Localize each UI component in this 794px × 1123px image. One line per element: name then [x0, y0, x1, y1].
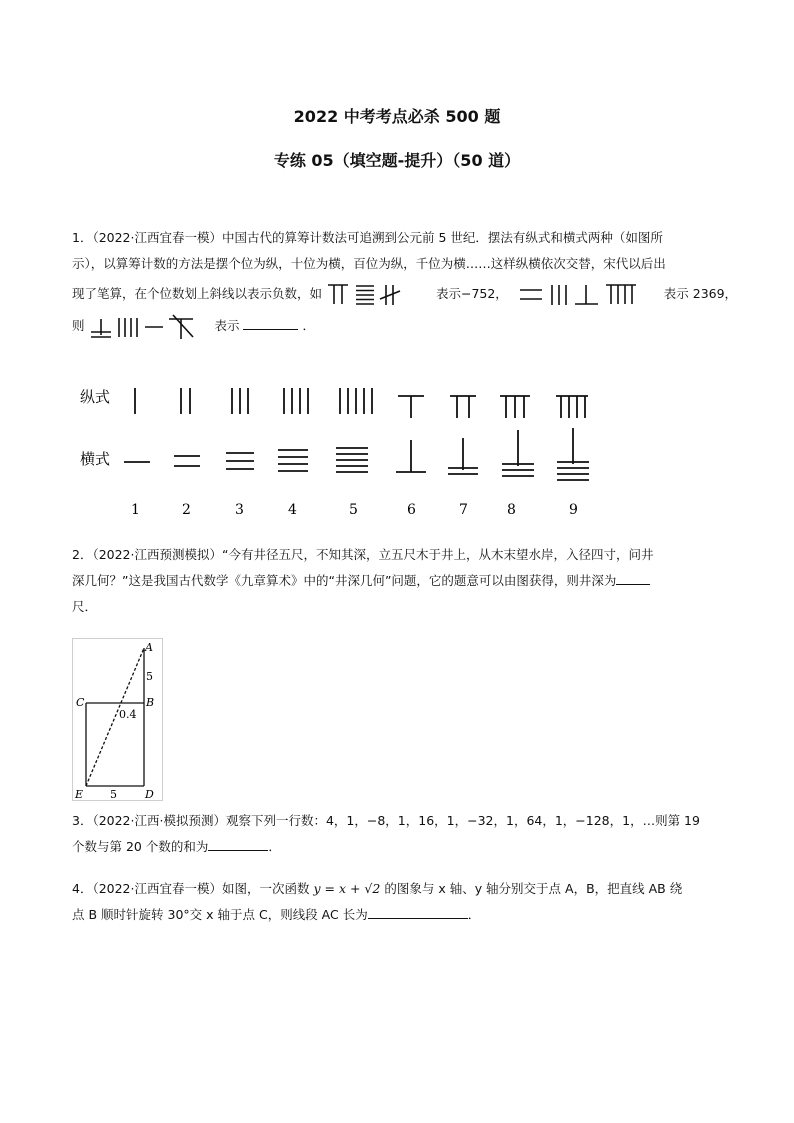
horizontal-rods	[124, 428, 589, 480]
q3-line-2	[72, 834, 727, 860]
q1-line-1: 1．（2022·江西宜春一模）中国古代的算筹计数法可追溯到公元前 5 世纪．摆法有纵式和横式两种（如图所	[72, 230, 663, 245]
q2-answer-blank[interactable]	[616, 570, 650, 585]
q1-line-4	[72, 311, 727, 341]
point-label-c: C	[76, 696, 85, 709]
rod-numeral-neg752	[326, 282, 412, 308]
digit-label: 8	[507, 502, 516, 518]
question-1	[72, 225, 738, 341]
digit-label: 9	[569, 502, 578, 518]
q3-line-1: 3．（2022·江西·模拟预测）观察下列一行数：4，1，−8，1，16，1，−32，1，64，1，−128，1，…则第 19	[72, 813, 700, 828]
rod-numeral-question	[89, 313, 197, 341]
q4-line-1-text-a: 4．（2022·江西宜春一模）如图，一次函数	[72, 881, 310, 896]
point-label-e: E	[75, 788, 84, 801]
rod-numeral-figure	[72, 378, 612, 524]
vertical-rods	[135, 388, 588, 418]
q4-line-2-text: 点 B 顺时针旋转 30°交 x 轴于点 C，则线段 AC 长为	[72, 907, 368, 922]
q4-line-1	[72, 876, 727, 902]
page-subtitle: 专练 05（填空题-提升）（50 道）	[273, 151, 521, 170]
well-figure	[72, 638, 167, 804]
digit-label: 1	[131, 502, 140, 518]
row-label-vertical: 纵式	[80, 388, 111, 406]
q1-line-4-end: ．	[302, 318, 315, 333]
digit-label: 5	[349, 502, 358, 518]
q2-line-2-text: 深几何？”这是我国古代数学《九章算术》中的“井深几何”问题，它的题意可以由图获得，则井深为	[72, 573, 617, 588]
page-title: 2022 中考考点必杀 500 题	[293, 107, 501, 126]
digit-label: 4	[288, 502, 297, 518]
q1-line-2: 示），以算筹计数的方法是摆个位为纵，十位为横，百位为纵，千位为横……这样纵横依次交替，宋代以后出	[72, 256, 666, 271]
measure-ab: 5	[146, 670, 153, 683]
measure-cb-segment: 0.4	[119, 708, 137, 721]
q3-line-2-end: ．	[268, 839, 281, 854]
digit-label: 2	[182, 502, 191, 518]
q1-line-3-text-a: 现了笔算，在个位数划上斜线以表示负数，如	[72, 286, 323, 301]
q3-line-2-text: 个数与第 20 个数的和为	[72, 839, 209, 854]
q4-line-2-end: ．	[467, 907, 481, 922]
q3-answer-blank[interactable]	[208, 836, 268, 851]
digit-labels	[131, 502, 578, 518]
point-label-b: B	[146, 696, 155, 709]
q1-line-4-text-b: 表示	[214, 318, 240, 333]
measure-ed: 5	[110, 788, 117, 801]
question-2	[72, 542, 727, 620]
q2-line-3: 尺．	[72, 599, 98, 614]
q1-line-4-text-a: 则	[72, 318, 85, 333]
digit-label: 7	[459, 502, 468, 518]
q2-line-1: 2．（2022·江西预测模拟）“今有井径五尺，不知其深，立五尺木于井上，从木末望水岸，入径四寸，问井	[72, 547, 654, 562]
point-label-a: A	[145, 641, 153, 654]
row-label-horizontal: 横式	[80, 450, 111, 468]
point-label-d: D	[145, 788, 154, 801]
q1-line-3	[72, 277, 738, 311]
q1-answer-blank[interactable]	[243, 315, 298, 330]
question-3	[72, 808, 727, 860]
q2-line-2	[72, 568, 727, 594]
q4-formula: y = x + √2	[313, 881, 381, 896]
q1-line-3-text-c: 表示 2369，	[663, 286, 738, 301]
q1-line-3-text-b: 表示−752，	[435, 286, 508, 301]
question-4	[72, 876, 727, 928]
q4-answer-blank[interactable]	[368, 904, 468, 919]
digit-label: 3	[235, 502, 244, 518]
digit-label: 6	[407, 502, 416, 518]
rod-numeral-2369	[512, 282, 640, 308]
q4-line-2	[72, 902, 727, 928]
q4-line-1-text-b: 的图象与 x 轴、y 轴分别交于点 A，B，把直线 AB 绕	[384, 881, 683, 896]
